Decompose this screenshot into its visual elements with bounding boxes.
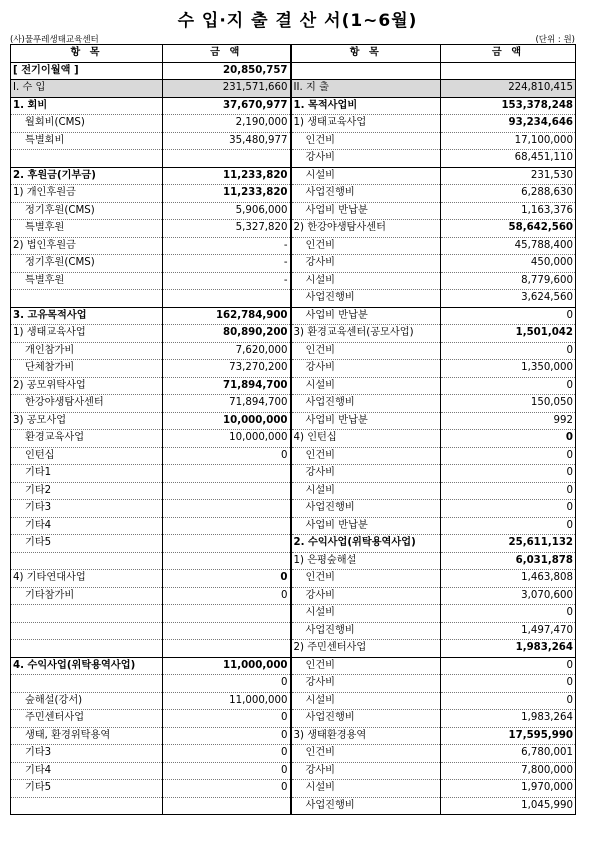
income-amount: 0 — [163, 762, 291, 780]
income-amount — [163, 797, 291, 815]
table-row — [11, 797, 576, 815]
expense-item-label: 사업진행비 — [291, 622, 441, 640]
income-item-label: 기타4 — [11, 517, 163, 535]
expense-item-label: 강사비 — [291, 360, 441, 378]
expense-item-label: 인건비 — [291, 237, 441, 255]
income-amount: 35,480,977 — [163, 132, 291, 150]
expense-amount: 8,779,600 — [441, 272, 576, 290]
table-row — [11, 115, 576, 133]
income-item-label: 월회비(CMS) — [11, 115, 163, 133]
income-amount: 0 — [163, 447, 291, 465]
expense-amount: 150,050 — [441, 395, 576, 413]
income-amount: 10,000,000 — [163, 430, 291, 448]
expense-item-label: 시설비 — [291, 780, 441, 798]
income-item-label: 정기후원(CMS) — [11, 255, 163, 273]
income-item-label: 기타3 — [11, 745, 163, 763]
income-amount: 80,890,200 — [163, 325, 291, 343]
income-amount: 0 — [163, 710, 291, 728]
settlement-table — [10, 44, 576, 815]
expense-amount: 1,983,264 — [441, 710, 576, 728]
income-amount: 0 — [163, 587, 291, 605]
income-amount: 5,906,000 — [163, 202, 291, 220]
income-item-label: 정기후원(CMS) — [11, 202, 163, 220]
expense-amount: 231,530 — [441, 167, 576, 185]
table-row — [11, 692, 576, 710]
table-row — [11, 500, 576, 518]
expense-item-label: 시설비 — [291, 482, 441, 500]
expense-item-label: 시설비 — [291, 605, 441, 623]
income-amount: 71,894,700 — [163, 377, 291, 395]
expense-amount: 3,070,600 — [441, 587, 576, 605]
expense-item-label: 시설비 — [291, 272, 441, 290]
table-row — [11, 202, 576, 220]
income-item-label: 4) 기타연대사업 — [11, 570, 163, 588]
expense-item-label: 사업진행비 — [291, 710, 441, 728]
table-row — [11, 762, 576, 780]
expense-amount: 1,970,000 — [441, 780, 576, 798]
table-row — [11, 447, 576, 465]
header-amount-right: 금 액 — [441, 45, 576, 63]
table-row — [11, 675, 576, 693]
income-item-label: 한강야생탐사센터 — [11, 395, 163, 413]
income-amount: 5,327,820 — [163, 220, 291, 238]
income-item-label: 4. 수익사업(위탁용역사업) — [11, 657, 163, 675]
expense-amount: 0 — [441, 605, 576, 623]
expense-amount: 93,234,646 — [441, 115, 576, 133]
expense-item-label: 강사비 — [291, 465, 441, 483]
expense-amount: 450,000 — [441, 255, 576, 273]
organization-name: (사)물푸레생태교육센터 — [10, 35, 99, 45]
table-row — [11, 342, 576, 360]
expense-item-label: 사업비 반납분 — [291, 517, 441, 535]
table-row — [11, 307, 576, 325]
table-row — [11, 255, 576, 273]
income-item-label: 2) 법인후원금 — [11, 237, 163, 255]
expense-amount: 0 — [441, 342, 576, 360]
income-item-label: 기타2 — [11, 482, 163, 500]
income-item-label — [11, 605, 163, 623]
income-item-label: 기타4 — [11, 762, 163, 780]
expense-amount: 0 — [441, 447, 576, 465]
income-amount — [163, 605, 291, 623]
table-row — [11, 640, 576, 658]
income-item-label: 숲해설(강서) — [11, 692, 163, 710]
expense-amount: 0 — [441, 692, 576, 710]
expense-item-label: 사업진행비 — [291, 395, 441, 413]
income-amount: - — [163, 255, 291, 273]
expense-item-label: 사업비 반납분 — [291, 202, 441, 220]
income-amount: 11,233,820 — [163, 185, 291, 203]
income-amount: 71,894,700 — [163, 395, 291, 413]
income-amount: 2,190,000 — [163, 115, 291, 133]
expense-item-label: 3) 환경교육센터(공모사업) — [291, 325, 441, 343]
income-item-label: 3. 고유목적사업 — [11, 307, 163, 325]
expense-item-label: 사업진행비 — [291, 185, 441, 203]
table-row — [11, 325, 576, 343]
expense-amount: 992 — [441, 412, 576, 430]
income-amount — [163, 517, 291, 535]
income-item-label: 2) 공모위탁사업 — [11, 377, 163, 395]
expense-item-label: 인건비 — [291, 657, 441, 675]
income-amount — [163, 622, 291, 640]
expense-amount: 0 — [441, 675, 576, 693]
expense-item-label: 사업진행비 — [291, 797, 441, 815]
income-item-label — [11, 552, 163, 570]
table-row — [11, 710, 576, 728]
income-item-label: 1) 생태교육사업 — [11, 325, 163, 343]
expense-item-label: 2) 한강야생탐사센터 — [291, 220, 441, 238]
income-item-label — [11, 675, 163, 693]
expense-item-label: 1) 생태교육사업 — [291, 115, 441, 133]
table-row — [11, 657, 576, 675]
expense-item-label: 시설비 — [291, 692, 441, 710]
table-row — [11, 465, 576, 483]
income-item-label — [11, 150, 163, 168]
income-item-label: 특별후원 — [11, 220, 163, 238]
income-amount: 0 — [163, 727, 291, 745]
table-row — [11, 430, 576, 448]
expense-item-label: 강사비 — [291, 675, 441, 693]
expense-amount: 1,350,000 — [441, 360, 576, 378]
income-amount — [163, 150, 291, 168]
page-title: 수 입·지 출 결 산 서(1~6월) — [177, 11, 418, 31]
expense-item-label: 강사비 — [291, 762, 441, 780]
table-row — [11, 587, 576, 605]
table-row — [11, 185, 576, 203]
income-item-label: 2. 후원금(기부금) — [11, 167, 163, 185]
expense-item-label: 시설비 — [291, 377, 441, 395]
income-item-label — [11, 797, 163, 815]
expense-item-label: 1) 은평숲해설 — [291, 552, 441, 570]
table-row — [11, 412, 576, 430]
expense-amount: 6,780,001 — [441, 745, 576, 763]
income-item-label: 생태, 환경위탁용역 — [11, 727, 163, 745]
table-row — [11, 167, 576, 185]
income-amount — [163, 640, 291, 658]
income-total-label: I. 수 입 — [11, 80, 163, 98]
income-item-label: 기타3 — [11, 500, 163, 518]
income-amount — [163, 465, 291, 483]
income-amount: 0 — [163, 570, 291, 588]
income-item-label: 1. 회비 — [11, 97, 163, 115]
income-amount: - — [163, 272, 291, 290]
expense-item-label: 사업비 반납분 — [291, 412, 441, 430]
income-amount: 0 — [163, 745, 291, 763]
income-item-label: 환경교육사업 — [11, 430, 163, 448]
income-amount: 10,000,000 — [163, 412, 291, 430]
income-item-label: 개인참가비 — [11, 342, 163, 360]
income-total-amount: 231,571,660 — [163, 80, 291, 98]
expense-amount: 0 — [441, 430, 576, 448]
expense-amount: 25,611,132 — [441, 535, 576, 553]
expense-amount: 3,624,560 — [441, 290, 576, 308]
income-amount: 37,670,977 — [163, 97, 291, 115]
table-row — [11, 272, 576, 290]
expense-item-label: 인건비 — [291, 342, 441, 360]
expense-item-label: 2) 주민센터사업 — [291, 640, 441, 658]
income-amount — [163, 482, 291, 500]
income-amount — [163, 535, 291, 553]
table-row — [11, 360, 576, 378]
expense-item-label: 시설비 — [291, 167, 441, 185]
income-amount: 0 — [163, 675, 291, 693]
table-row — [11, 552, 576, 570]
expense-amount: 6,288,630 — [441, 185, 576, 203]
table-row — [11, 605, 576, 623]
table-row — [11, 132, 576, 150]
expense-item-label: 강사비 — [291, 150, 441, 168]
expense-amount: 0 — [441, 517, 576, 535]
header-amount-left: 금 액 — [163, 45, 291, 63]
income-item-label: 특별회비 — [11, 132, 163, 150]
expense-amount: 17,595,990 — [441, 727, 576, 745]
expense-amount: 0 — [441, 307, 576, 325]
prev-balance-row — [11, 62, 576, 80]
expense-amount: 68,451,110 — [441, 150, 576, 168]
expense-item-label: 강사비 — [291, 587, 441, 605]
expense-item-label: 인건비 — [291, 132, 441, 150]
expense-item-label: 사업비 반납분 — [291, 307, 441, 325]
income-item-label: 기타5 — [11, 780, 163, 798]
expense-item-label: 2. 수익사업(위탁용역사업) — [291, 535, 441, 553]
header-item-right: 항 목 — [291, 45, 441, 63]
table-row — [11, 780, 576, 798]
income-item-label — [11, 640, 163, 658]
expense-item-label: 강사비 — [291, 255, 441, 273]
income-amount: 0 — [163, 780, 291, 798]
table-row — [11, 482, 576, 500]
income-item-label: 특별후원 — [11, 272, 163, 290]
expense-amount: 7,800,000 — [441, 762, 576, 780]
expense-amount: 1,983,264 — [441, 640, 576, 658]
income-amount: 11,000,000 — [163, 692, 291, 710]
income-item-label: 기타참가비 — [11, 587, 163, 605]
table-row — [11, 745, 576, 763]
expense-item-label: 인건비 — [291, 447, 441, 465]
totals-row — [11, 80, 576, 98]
expense-amount: 6,031,878 — [441, 552, 576, 570]
expense-amount: 1,463,808 — [441, 570, 576, 588]
expense-amount: 58,642,560 — [441, 220, 576, 238]
table-row — [11, 377, 576, 395]
expense-item-label: 1. 목적사업비 — [291, 97, 441, 115]
income-item-label — [11, 622, 163, 640]
income-amount — [163, 290, 291, 308]
income-amount: 11,233,820 — [163, 167, 291, 185]
expense-amount: 17,100,000 — [441, 132, 576, 150]
income-item-label — [11, 290, 163, 308]
expense-item-label: 사업진행비 — [291, 500, 441, 518]
income-item-label: 인턴십 — [11, 447, 163, 465]
expense-total-label: II. 지 출 — [291, 80, 441, 98]
expense-total-amount: 224,810,415 — [441, 80, 576, 98]
expense-item-label: 사업진행비 — [291, 290, 441, 308]
table-row — [11, 220, 576, 238]
income-item-label: 단체참가비 — [11, 360, 163, 378]
expense-amount: 1,497,470 — [441, 622, 576, 640]
expense-item-label: 인건비 — [291, 570, 441, 588]
expense-amount: 1,045,990 — [441, 797, 576, 815]
income-amount: 73,270,200 — [163, 360, 291, 378]
table-row — [11, 727, 576, 745]
expense-amount: 0 — [441, 657, 576, 675]
table-row — [11, 570, 576, 588]
table-row — [11, 622, 576, 640]
table-row — [11, 290, 576, 308]
prev-balance-label: [ 전기이월액 ] — [11, 62, 163, 80]
expense-amount: 1,163,376 — [441, 202, 576, 220]
income-item-label: 주민센터사업 — [11, 710, 163, 728]
header-item-left: 항 목 — [11, 45, 163, 63]
table-row — [11, 535, 576, 553]
expense-amount: 0 — [441, 377, 576, 395]
expense-item-label: 인건비 — [291, 745, 441, 763]
table-row — [11, 395, 576, 413]
income-amount — [163, 552, 291, 570]
expense-amount: 45,788,400 — [441, 237, 576, 255]
income-item-label: 3) 공모사업 — [11, 412, 163, 430]
prev-balance-amount: 20,850,757 — [163, 62, 291, 80]
income-item-label: 기타5 — [11, 535, 163, 553]
expense-amount: 0 — [441, 500, 576, 518]
income-amount: 11,000,000 — [163, 657, 291, 675]
table-row — [11, 150, 576, 168]
income-amount: - — [163, 237, 291, 255]
expense-amount: 0 — [441, 482, 576, 500]
table-row — [11, 517, 576, 535]
expense-amount: 153,378,248 — [441, 97, 576, 115]
expense-amount: 0 — [441, 465, 576, 483]
unit-label: (단위 : 원) — [535, 35, 575, 45]
expense-item-label: 3) 생태환경용역 — [291, 727, 441, 745]
table-row — [11, 97, 576, 115]
income-item-label: 기타1 — [11, 465, 163, 483]
income-amount — [163, 500, 291, 518]
expense-amount: 1,501,042 — [441, 325, 576, 343]
table-row — [11, 237, 576, 255]
income-item-label: 1) 개인후원금 — [11, 185, 163, 203]
header-row — [11, 45, 576, 63]
income-amount: 162,784,900 — [163, 307, 291, 325]
expense-item-label: 4) 인턴십 — [291, 430, 441, 448]
income-amount: 7,620,000 — [163, 342, 291, 360]
